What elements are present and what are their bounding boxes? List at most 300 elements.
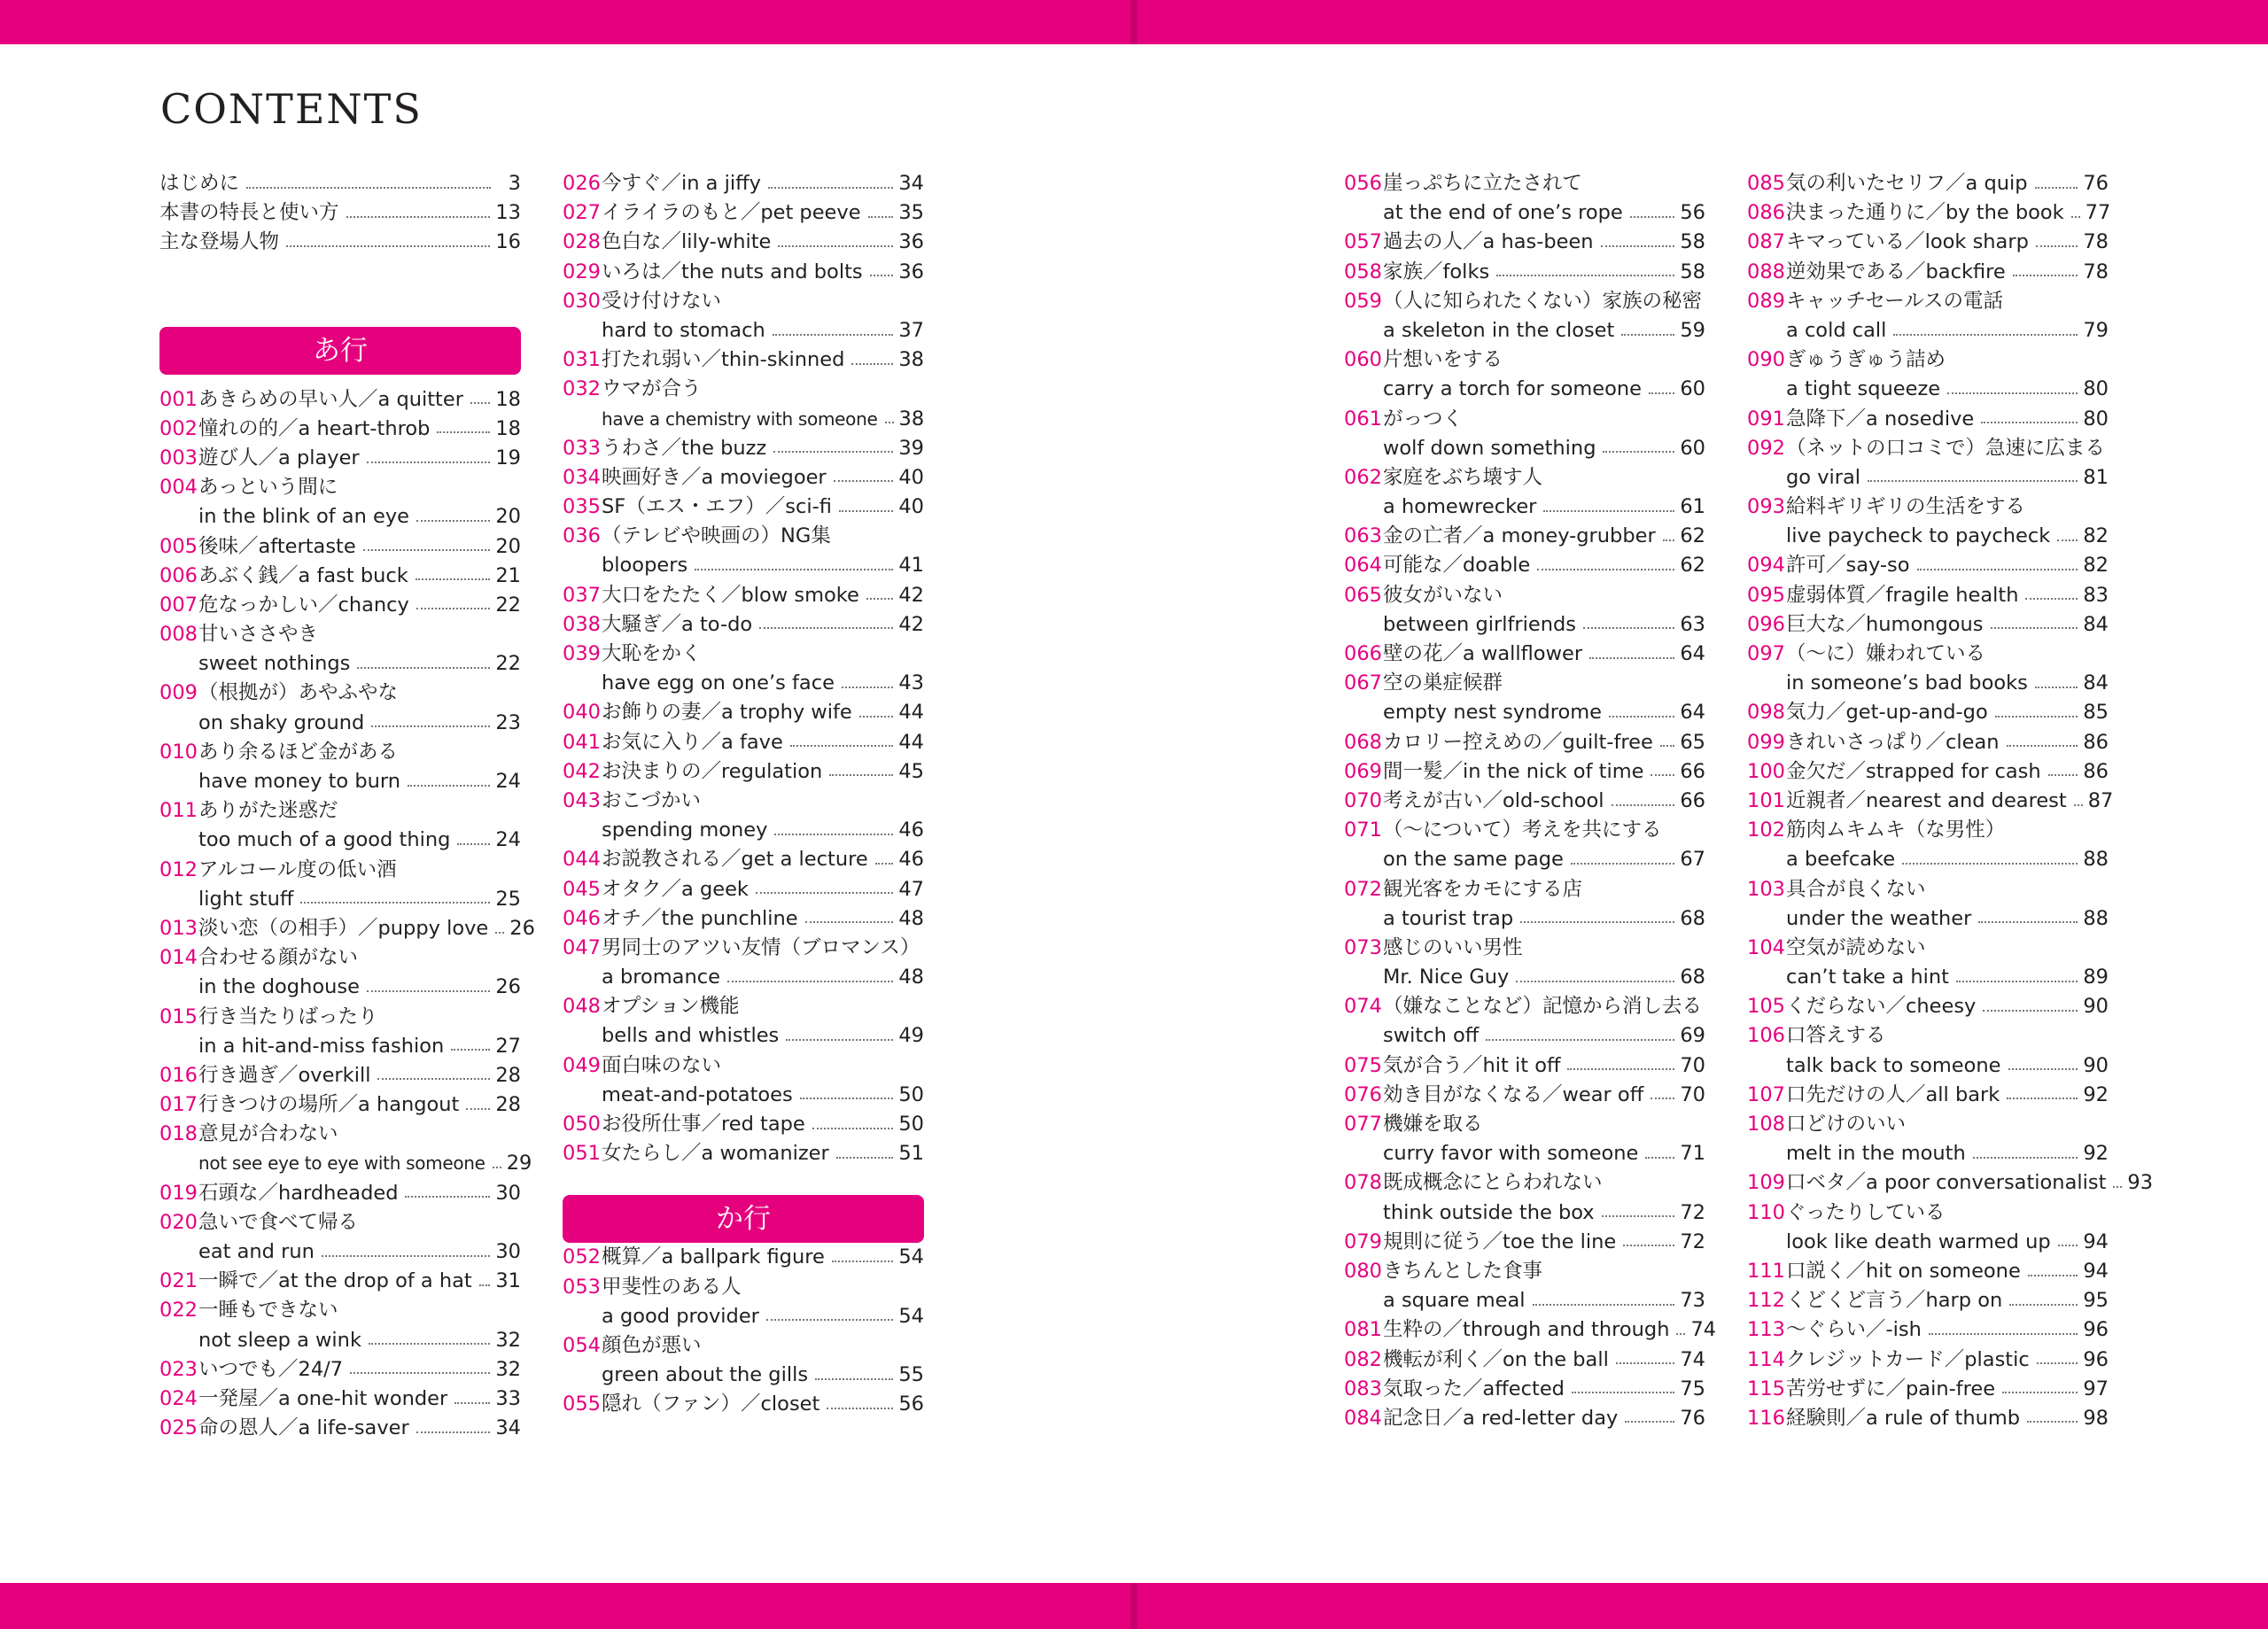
leader-dots: [790, 745, 894, 747]
page-number: 83: [2083, 583, 2109, 607]
entry-number: 049: [563, 1053, 601, 1077]
toc-column-2: [563, 169, 924, 1420]
page-number: 66: [1680, 788, 1705, 812]
entry-number: 070: [1344, 788, 1382, 812]
leader-dots: [1520, 921, 1674, 923]
entry-number: 111: [1747, 1259, 1785, 1283]
toc-entry: [563, 345, 924, 375]
leader-dots: [1572, 1392, 1674, 1393]
page-number: 18: [495, 416, 521, 440]
leader-dots: [2025, 598, 2078, 600]
entry-title-en: switch off: [1383, 1024, 1480, 1048]
toc-entry: [1747, 1198, 2109, 1228]
toc-entry: [159, 1120, 521, 1149]
page-number: 24: [495, 770, 521, 793]
entry-number: 044: [563, 848, 601, 872]
toc-entry-continuation: [1344, 963, 1705, 992]
leader-dots: [416, 1431, 491, 1433]
toc-entry: [563, 434, 924, 463]
page-number: 68: [1680, 966, 1705, 989]
entry-number: 024: [159, 1386, 198, 1410]
entry-title: 石頭な／hardheaded: [198, 1181, 399, 1205]
entry-title-en: on the same page: [1383, 848, 1564, 872]
page-number: 84: [2083, 671, 2109, 695]
entry-number: 041: [563, 730, 601, 754]
leader-dots: [1660, 745, 1675, 747]
toc-entry-continuation: [1344, 434, 1705, 463]
entry-number: 042: [563, 759, 601, 783]
entry-number: 076: [1344, 1082, 1382, 1106]
toc-entry: [1344, 169, 1705, 198]
toc-entry: [1344, 669, 1705, 698]
entry-title: 行きつけの場所／a hangout: [198, 1093, 460, 1117]
entry-title: 許可／say-so: [1786, 554, 1910, 578]
page-number: 82: [2083, 554, 2109, 578]
entry-number: 096: [1747, 612, 1785, 636]
toc-entry: [563, 1390, 924, 1419]
entry-number: 054: [563, 1333, 601, 1357]
leader-dots: [350, 1372, 490, 1374]
toc-entry: [1747, 610, 2109, 640]
entry-title: 経験則／a rule of thumb: [1786, 1406, 2021, 1430]
toc-entry-continuation: [563, 1021, 924, 1051]
leader-dots: [834, 480, 894, 482]
leader-dots: [416, 578, 491, 580]
entry-number: 103: [1747, 877, 1785, 901]
entry-title-ja: 彼女がいない: [1383, 583, 1503, 607]
entry-title: 行き過ぎ／overkill: [198, 1063, 371, 1087]
page-number: 22: [495, 593, 521, 617]
entry-title-en: a beefcake: [1786, 848, 1896, 872]
entry-title-ja: 家庭をぶち壊す人: [1383, 465, 1543, 489]
toc-entry: [563, 787, 924, 816]
entry-title: オチ／the punchline: [602, 906, 798, 930]
entry-number: 104: [1747, 935, 1785, 959]
toc-entry: [1344, 1168, 1705, 1198]
leader-dots: [2008, 1068, 2078, 1070]
entry-number: 055: [563, 1392, 601, 1416]
toc-column-3: [1344, 169, 1717, 1433]
entry-title-ja: 崖っぷちに立たされて: [1383, 172, 1583, 195]
toc-entry: [1344, 1315, 1717, 1345]
bottom-gutter: [1130, 1583, 1138, 1629]
page-number: 72: [1680, 1200, 1705, 1224]
entry-number: 071: [1344, 818, 1382, 842]
toc-entry-continuation: [1747, 375, 2109, 404]
page-number: 90: [2083, 1053, 2109, 1077]
toc-entry-continuation: [563, 669, 924, 698]
leader-dots: [2007, 1098, 2078, 1099]
toc-entry: [159, 169, 521, 198]
entry-number: 101: [1747, 788, 1785, 812]
leader-dots: [300, 902, 490, 904]
page-number: 51: [898, 1142, 924, 1166]
toc-entry-continuation: [1344, 904, 1705, 934]
entry-number: 001: [159, 387, 198, 411]
entry-title: 遊び人／a player: [198, 446, 360, 469]
page-number: 59: [1680, 318, 1705, 342]
page-number: 26: [495, 975, 521, 999]
entry-title-ja: 口どけのいい: [1786, 1113, 1907, 1136]
entry-title: お説教される／get a lecture: [602, 848, 868, 872]
toc-entry: [563, 522, 924, 551]
entry-number: 007: [159, 593, 198, 617]
entry-number: 025: [159, 1416, 198, 1440]
toc-entry-continuation: [1747, 845, 2109, 874]
leader-dots: [870, 275, 894, 276]
leader-dots: [2048, 774, 2078, 776]
entry-title-ja: アルコール度の低い酒: [198, 857, 397, 881]
page-number: 20: [495, 505, 521, 529]
entry-title-en: between girlfriends: [1383, 612, 1577, 636]
entry-title: いろは／the nuts and bolts: [602, 260, 863, 283]
entry-title-en: a good provider: [602, 1304, 759, 1328]
toc-entry: [1747, 287, 2109, 316]
entry-number: 002: [159, 416, 198, 440]
leader-dots: [1947, 392, 2078, 394]
entry-title: 機転が利く／on the ball: [1383, 1347, 1609, 1371]
leader-dots: [1602, 1215, 1675, 1217]
entry-title-en: in a hit-and-miss fashion: [198, 1034, 445, 1058]
entry-title-en: curry favor with someone: [1383, 1142, 1639, 1166]
toc-entry: [1747, 1257, 2109, 1286]
leader-dots: [322, 1255, 491, 1257]
leader-dots: [1537, 569, 1674, 570]
entry-number: 005: [159, 534, 198, 558]
leader-dots: [815, 1378, 893, 1380]
entry-title: クレジットカード／plastic: [1786, 1347, 2030, 1371]
entry-title: 主な登場人物: [159, 230, 280, 254]
leader-dots: [1902, 863, 2078, 865]
leader-dots: [2113, 1186, 2122, 1188]
entry-title: 淡い恋（の相手）／puppy love: [198, 916, 489, 940]
entry-number: 003: [159, 446, 198, 469]
leader-dots: [774, 834, 893, 835]
entry-number: 108: [1747, 1113, 1785, 1136]
leader-dots: [1956, 981, 2078, 982]
page-number: 46: [898, 848, 924, 872]
toc-entry-continuation: [1344, 698, 1705, 727]
entry-number: 074: [1344, 995, 1382, 1019]
toc-entry: [159, 562, 521, 591]
toc-entry: [159, 943, 521, 973]
toc-entry: [159, 198, 521, 228]
leader-dots: [1496, 275, 1674, 276]
page-number: 40: [898, 495, 924, 519]
leader-dots: [1917, 569, 2078, 570]
entry-title: イライラのもと／pet peeve: [602, 201, 861, 225]
toc-entry: [1747, 1315, 2109, 1345]
toc-entry: [563, 169, 924, 198]
entry-title-ja: 一睡もできない: [198, 1299, 338, 1323]
page-number: 60: [1680, 377, 1705, 401]
leader-dots: [786, 1039, 893, 1041]
entry-number: 093: [1747, 495, 1785, 519]
entry-title: 気の利いたセリフ／a quip: [1786, 172, 2028, 195]
entry-number: 098: [1747, 701, 1785, 725]
page-number: 28: [495, 1093, 521, 1117]
toc-entry-continuation: [563, 963, 924, 992]
entry-title: お気に入り／a fave: [602, 730, 783, 754]
page-number: 44: [898, 730, 924, 754]
entry-title: 効き目がなくなる／wear off: [1383, 1082, 1644, 1106]
page-number: 94: [2083, 1259, 2109, 1283]
toc-entry-continuation: [1747, 463, 2109, 493]
toc-entry: [563, 1110, 924, 1139]
entry-number: 023: [159, 1357, 198, 1381]
toc-entry-continuation: [1344, 1198, 1705, 1228]
page-number: 93: [2127, 1171, 2154, 1195]
toc-entry: [563, 1331, 924, 1361]
entry-title-ja: 合わせる顔がない: [198, 946, 359, 970]
entry-title: 危なっかしい／chancy: [198, 593, 409, 617]
page-number: 31: [495, 1269, 521, 1293]
toc-entry-continuation: [159, 826, 521, 855]
entry-title-ja: ぐったりしている: [1786, 1200, 1946, 1224]
toc-column-1: [159, 169, 535, 1443]
page-number: 60: [1680, 436, 1705, 460]
entry-title: 本書の特長と使い方: [159, 201, 339, 225]
leader-dots: [466, 1108, 490, 1110]
entry-title: はじめに: [159, 172, 240, 195]
toc-entry: [1747, 198, 2109, 228]
entry-title-en: can’t take a hint: [1786, 966, 1949, 989]
entry-title-ja: オプション機能: [602, 995, 740, 1019]
toc-entry-continuation: [159, 1237, 521, 1267]
page-number: 55: [898, 1363, 924, 1387]
entry-title-en: in the blink of an eye: [198, 505, 410, 529]
entry-title-ja: 口答えする: [1786, 1024, 1886, 1048]
page-number: 18: [495, 387, 521, 411]
page-number: 23: [495, 710, 521, 734]
page-number: 47: [898, 877, 924, 901]
entry-number: 031: [563, 348, 601, 372]
entry-title-en: have money to burn: [198, 770, 401, 793]
toc-entry: [563, 493, 924, 522]
entry-title-ja: ぎゅうぎゅう詰め: [1786, 348, 1946, 372]
toc-entry: [159, 228, 521, 257]
page-number: 58: [1680, 230, 1705, 254]
page-number: 75: [1680, 1377, 1705, 1400]
entry-title-en: spending money: [602, 818, 768, 842]
page-number: 66: [1680, 759, 1705, 783]
page-number: 86: [2083, 730, 2109, 754]
toc-entry-continuation: [159, 1326, 521, 1355]
entry-title: 映画好き／a moviegoer: [602, 465, 827, 489]
toc-entry-continuation: [159, 649, 521, 679]
entry-title-en: a square meal: [1383, 1289, 1526, 1313]
toc-entry-continuation: [563, 551, 924, 580]
page-number: 37: [898, 318, 924, 342]
leader-dots: [1609, 716, 1674, 718]
entry-title-ja: 機嫌を取る: [1383, 1113, 1483, 1136]
toc-entry-continuation: [1747, 1139, 2109, 1168]
page-number: 25: [495, 887, 521, 911]
entry-number: 069: [1344, 759, 1382, 783]
toc-entry: [563, 198, 924, 228]
leader-dots: [377, 1078, 490, 1080]
page-number: 24: [495, 828, 521, 852]
entry-title-en: eat and run: [198, 1240, 315, 1263]
toc-entry: [1344, 934, 1705, 963]
entry-title-en: a bromance: [602, 966, 720, 989]
page-number: 92: [2083, 1142, 2109, 1166]
page-number: 80: [2083, 377, 2109, 401]
entry-number: 107: [1747, 1082, 1785, 1106]
page-number: 74: [1690, 1318, 1717, 1342]
page-number: 29: [506, 1152, 532, 1175]
entry-number: 010: [159, 740, 198, 764]
entry-title-en: live paycheck to paycheck: [1786, 524, 2051, 548]
entry-title-ja: 具合が良くない: [1786, 877, 1926, 901]
toc-list-col2b: [563, 1243, 924, 1419]
toc-entry-continuation: [1344, 1286, 1705, 1315]
page-number: 20: [495, 534, 521, 558]
entry-title-ja: 空気が読めない: [1786, 935, 1926, 959]
page-number: 61: [1680, 495, 1705, 519]
entry-number: 114: [1747, 1347, 1785, 1371]
toc-entry: [1344, 551, 1705, 580]
leader-dots: [2013, 275, 2078, 276]
toc-entry-continuation: [159, 1032, 521, 1061]
toc-list-col3: [1344, 169, 1717, 1433]
toc-entry: [563, 757, 924, 787]
leader-dots: [1516, 981, 1674, 982]
entry-number: 087: [1747, 230, 1785, 254]
entry-number: 039: [563, 642, 601, 665]
toc-entry-continuation: [1344, 610, 1705, 640]
entry-title-ja: きちんとした食事: [1383, 1259, 1543, 1283]
toc-entry: [159, 385, 521, 415]
leader-dots: [859, 716, 894, 718]
leader-dots: [875, 863, 894, 865]
page-number: 71: [1680, 1142, 1705, 1166]
entry-title: 近親者／nearest and dearest: [1786, 788, 2067, 812]
leader-dots: [286, 245, 490, 247]
page-number: 28: [495, 1063, 521, 1087]
entry-title-ja: （人に知られたくない）家族の秘密: [1383, 289, 1703, 313]
page-number: 36: [898, 260, 924, 283]
entry-number: 022: [159, 1299, 198, 1323]
toc-column-4: [1747, 169, 2154, 1433]
toc-entry-continuation: [1747, 1228, 2109, 1257]
leader-dots: [1868, 480, 2078, 482]
toc-entry: [1747, 787, 2114, 816]
toc-entry: [1344, 757, 1705, 787]
leader-dots: [493, 1167, 501, 1168]
entry-title: 大騒ぎ／a to-do: [602, 612, 753, 636]
entry-title: 考えが古い／old-school: [1383, 788, 1604, 812]
page-number: 13: [495, 201, 521, 225]
entry-number: 097: [1747, 642, 1785, 665]
page-number: 77: [2085, 201, 2111, 225]
toc-entry: [1344, 640, 1705, 669]
leader-dots: [454, 1402, 490, 1404]
page-number: 96: [2083, 1318, 2109, 1342]
leader-dots: [1583, 627, 1674, 629]
entry-title: 隠れ（ファン）／closet: [602, 1392, 820, 1416]
entry-title: くだらない／cheesy: [1786, 995, 1977, 1019]
toc-entry: [563, 1051, 924, 1081]
entry-number: 046: [563, 906, 601, 930]
entry-number: 029: [563, 260, 601, 283]
leader-dots: [2036, 245, 2078, 247]
page-number: 76: [1680, 1406, 1705, 1430]
entry-number: 082: [1344, 1347, 1382, 1371]
page-number: 58: [1680, 260, 1705, 283]
entry-title-en: think outside the box: [1383, 1200, 1595, 1224]
toc-entry: [1344, 522, 1705, 551]
entry-number: 073: [1344, 935, 1382, 959]
leader-dots: [885, 422, 894, 423]
entry-number: 020: [159, 1210, 198, 1234]
toc-entry: [563, 1139, 924, 1168]
page-number: 73: [1680, 1289, 1705, 1313]
leader-dots: [2007, 745, 2078, 747]
entry-title-en: look like death warmed up: [1786, 1230, 2051, 1253]
entry-title: 巨大な／humongous: [1786, 612, 1984, 636]
page-number: 89: [2083, 966, 2109, 989]
entry-title: 気が合う／hit it off: [1383, 1053, 1561, 1077]
page-number: 78: [2083, 260, 2109, 283]
toc-entry: [159, 1355, 521, 1385]
toc-entry: [563, 1273, 924, 1302]
entry-title-en: under the weather: [1786, 906, 1972, 930]
toc-entry-continuation: [159, 709, 521, 738]
entry-title-en: have egg on one’s face: [602, 671, 835, 695]
page-number: 35: [898, 201, 924, 225]
toc-entry: [563, 287, 924, 316]
toc-entry: [1344, 1346, 1705, 1375]
entry-title: お役所仕事／red tape: [602, 1113, 805, 1136]
leader-dots: [357, 667, 490, 669]
entry-title-en: green about the gills: [602, 1363, 809, 1387]
page-number: 54: [898, 1304, 924, 1328]
toc-entry-continuation: [159, 502, 521, 531]
toc-entry-continuation: [1344, 845, 1705, 874]
leader-dots: [451, 1049, 490, 1051]
entry-number: 092: [1747, 436, 1785, 460]
toc-entry: [1747, 1081, 2109, 1110]
leader-dots: [866, 598, 894, 600]
leader-dots: [842, 687, 893, 688]
entry-title: 決まった通りに／by the book: [1786, 201, 2064, 225]
entry-number: 037: [563, 583, 601, 607]
page-number: 79: [2083, 318, 2109, 342]
toc-entry: [159, 796, 521, 826]
toc-entry: [159, 1414, 521, 1443]
leader-dots: [759, 627, 893, 629]
leader-dots: [405, 1196, 490, 1198]
entry-title-ja: ウマが合う: [602, 377, 702, 401]
toc-entry: [159, 591, 521, 620]
toc-entry: [1344, 1081, 1705, 1110]
section-header-ka: か行: [563, 1195, 924, 1243]
page-number: 84: [2083, 612, 2109, 636]
toc-entry: [1747, 258, 2109, 287]
page-number: 74: [1680, 1347, 1705, 1371]
toc-entry: [1747, 640, 2109, 669]
leader-dots: [1981, 422, 2078, 423]
entry-title-ja: 意見が合わない: [198, 1122, 338, 1146]
toc-entry-continuation: [159, 973, 521, 1002]
toc-entry-continuation: [1747, 316, 2109, 345]
leader-dots: [1929, 1333, 2078, 1335]
entry-title-en: have a chemistry with someone: [602, 407, 878, 430]
entry-number: 034: [563, 465, 601, 489]
entry-number: 077: [1344, 1113, 1382, 1136]
entry-number: 019: [159, 1181, 198, 1205]
